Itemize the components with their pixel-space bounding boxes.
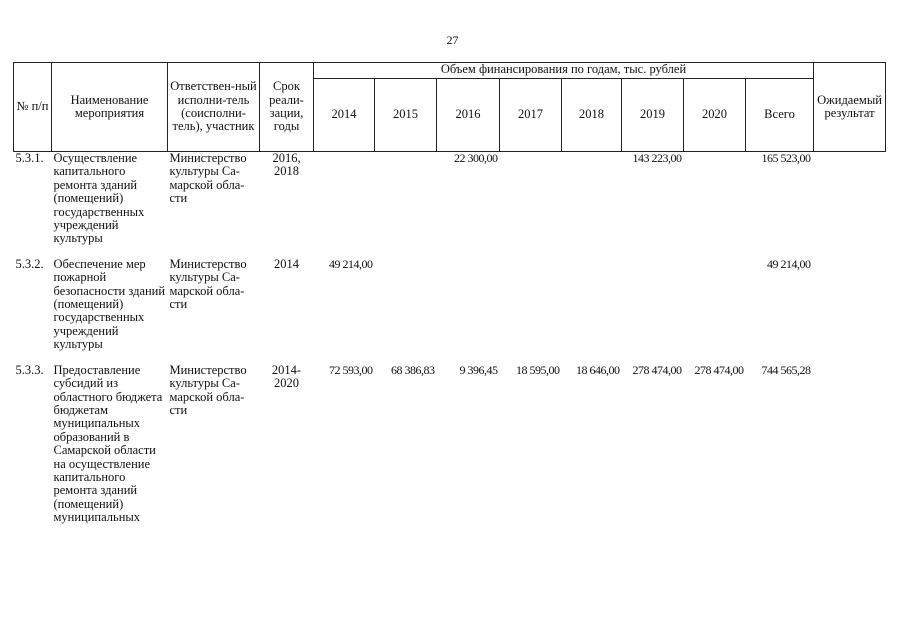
row-total: 165 523,00 — [761, 151, 811, 165]
row-value: 278 474,00 — [632, 362, 682, 377]
header-responsible: Ответствен-ный исполни-тель (соисполни-тель), участник — [168, 63, 260, 152]
row-result — [814, 258, 886, 352]
header-num: № п/п — [14, 63, 52, 152]
row-total: 49 214,00 — [767, 256, 811, 271]
row-term: 2016, 2018 — [272, 151, 301, 179]
row-num: 5.3.2. — [15, 256, 44, 271]
row-value — [622, 258, 684, 352]
row-value: 278 474,00 — [694, 362, 744, 377]
header-year: 2018 — [562, 79, 622, 152]
row-result — [814, 364, 886, 525]
table-row — [14, 364, 886, 525]
row-value — [684, 152, 746, 246]
row-responsible: Министерство культуры Са-марской обла-сти — [169, 151, 247, 206]
row-value: 68 386,83 — [391, 362, 435, 377]
row-responsible: Министерство культуры Са-марской обла-сти — [169, 256, 247, 312]
row-value: 22 300,00 — [454, 151, 498, 165]
header-year: 2016 — [437, 79, 500, 152]
row-value: 49 214,00 — [329, 256, 373, 271]
row-value — [500, 258, 562, 352]
row-value — [314, 152, 375, 246]
row-value — [562, 258, 622, 352]
row-value — [500, 152, 562, 246]
header-year: 2019 — [622, 79, 684, 152]
header-year: 2020 — [684, 79, 746, 152]
row-value — [375, 258, 437, 352]
header-year: 2015 — [375, 79, 437, 152]
row-name: Обеспечение мер пожарной безопасности зданий (помещений) государственных учреждений культуры — [53, 256, 166, 352]
header-funding-title: Объем финансирования по годам, тыс. рублей — [314, 63, 814, 79]
header-year: 2017 — [500, 79, 562, 152]
row-num: 5.3.3. — [15, 362, 44, 377]
row-value — [375, 152, 437, 246]
row-value — [684, 258, 746, 352]
header-year: 2014 — [314, 79, 375, 152]
header-total: Всего — [746, 79, 814, 152]
row-value — [562, 152, 622, 246]
row-value: 9 396,45 — [459, 362, 498, 377]
table-row — [14, 258, 886, 352]
row-term: 2014-2020 — [271, 362, 302, 391]
row-total: 744 565,28 — [761, 362, 811, 377]
row-value: 18 595,00 — [516, 362, 560, 377]
row-responsible: Министерство культуры Са-марской обла-сти — [169, 362, 247, 417]
row-value: 72 593,00 — [329, 362, 373, 377]
table-row — [14, 152, 886, 246]
row-name: Предоставление субсидий из областного бюджета бюджетам муниципальных образований в Самарской области на осуществление капитального ремонта зданий (помещений) муниципальных — [53, 362, 163, 525]
row-value — [437, 258, 500, 352]
row-term: 2014 — [274, 256, 299, 271]
header-name: Наименование мероприятия — [52, 63, 168, 152]
header-expected-result: Ожидаемый результат — [814, 63, 886, 152]
row-name: Осуществление капитального ремонта зданий (помещений) государственных учреждений культуры — [53, 151, 145, 246]
row-result — [814, 152, 886, 246]
row-num: 5.3.1. — [15, 151, 44, 165]
funding-table — [13, 62, 886, 525]
row-value: 143 223,00 — [632, 151, 682, 165]
header-term: Срок реали-зации, годы — [260, 63, 314, 152]
page-number: 27 — [446, 33, 459, 47]
row-value: 18 646,00 — [576, 362, 620, 377]
